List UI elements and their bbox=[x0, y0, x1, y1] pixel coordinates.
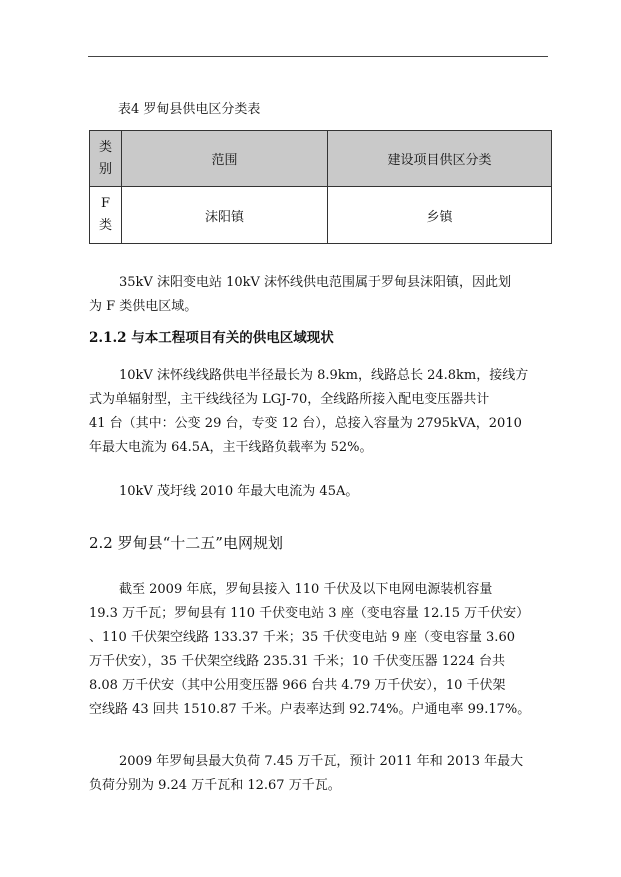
table-row bbox=[90, 187, 552, 244]
paragraph-maoxu-line: 10kV 茂圩线 2010 年最大电流为 45A。 bbox=[119, 484, 359, 499]
header-rule bbox=[88, 56, 548, 57]
cell-scope: 沫阳镇 bbox=[122, 187, 328, 244]
cell-category bbox=[90, 187, 122, 244]
table-header-row bbox=[90, 131, 552, 187]
supply-area-table bbox=[89, 130, 552, 244]
table-caption: 表4 罗甸县供电区分类表 bbox=[118, 102, 261, 117]
header-category-line1: 类 bbox=[98, 139, 112, 155]
header-classification: 建设项目供区分类 bbox=[328, 131, 552, 187]
header-category-line2: 别 bbox=[98, 161, 112, 177]
cell-classification: 乡镇 bbox=[328, 187, 552, 244]
section-heading-2-1-2: 2.1.2 与本工程项目有关的供电区域现状 bbox=[89, 330, 334, 346]
paragraph-line-status: 10kV 沫怀线线路供电半径最长为 8.9km，线路总长 24.8km，接线方 式为单辐射型，主干线线径为 LGJ-70，全线路所接入配电变压器共计 41 台（其中：公变 29 台，专变 12 台），总接入容量为 2795kVA，2010 年最大电流为 64.5A，主干线路负载率为 52%。 bbox=[89, 368, 529, 455]
paragraph-supply-area: 35kV 沫阳变电站 10kV 沫怀线供电范围属于罗甸县沫阳镇，因此划 为 F 类供电区域。 bbox=[89, 275, 512, 314]
paragraph-load-forecast: 2009 年罗甸县最大负荷 7.45 万千瓦，预计 2011 年和 2013 年最大 负荷分别为 9.24 万千瓦和 12.67 万千瓦。 bbox=[89, 754, 524, 793]
cell-category-line2: 类 bbox=[98, 218, 112, 233]
cell-category-line1: F bbox=[100, 196, 111, 211]
header-scope: 范围 bbox=[122, 131, 328, 187]
header-category bbox=[90, 131, 122, 187]
section-heading-2-2: 2.2 罗甸县“十二五”电网规划 bbox=[89, 534, 283, 552]
paragraph-grid-status: 截至 2009 年底，罗甸县接入 110 千伏及以下电网电源装机容量 19.3 万千瓦；罗甸县有 110 千伏变电站 3 座（变电容量 12.15 万千伏安） 、110 千伏架空线路 133.37 千米；35 千伏变电站 9 座（变电容量 3.60 万千伏安），35 千伏架空线路 235.31 千米；10 千伏变压器 1224 台共 8.08 万千伏安（其中公用变压器 966 台共 4.79 万千伏安），10 千伏架 空线路 43 回共 1510.87 千米。户表率达到 92.74%。户通电率 99.17%。 bbox=[89, 582, 531, 717]
